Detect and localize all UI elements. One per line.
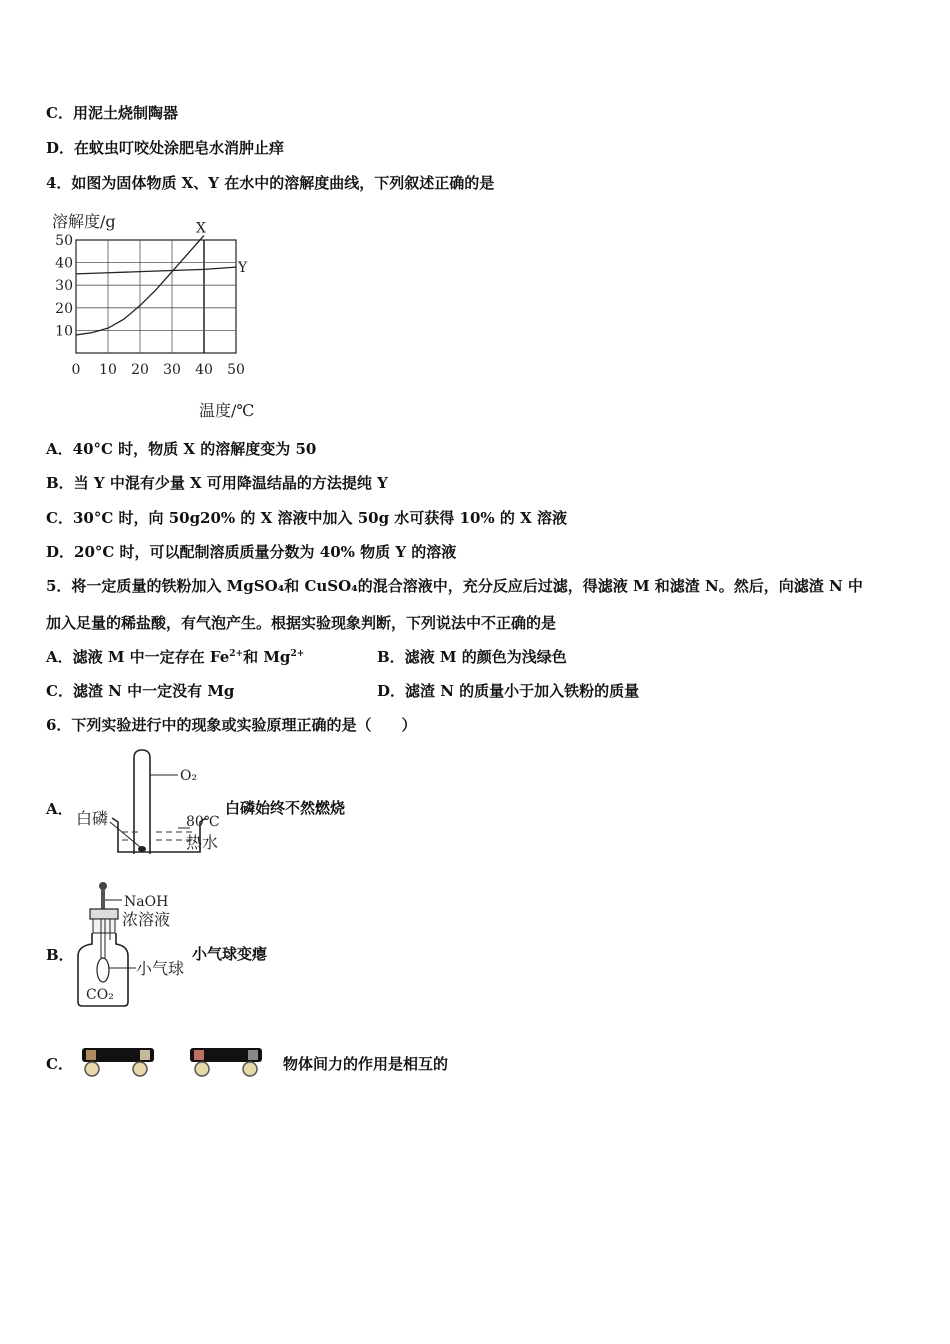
q4-option-c: C．30°C 时，向 50g20% 的 X 溶液中加入 50g 水可获得 10% 的 X 溶液 bbox=[46, 509, 567, 527]
chart-ytick-label: 10 bbox=[55, 323, 73, 340]
chart-xtick-label: 50 bbox=[227, 362, 245, 378]
fig-b-reagent-label-1: NaOH bbox=[124, 894, 169, 910]
fig-a-phosphorus-label: 白磷 bbox=[76, 809, 109, 828]
q6-option-a-text: 白磷始终不然燃烧 bbox=[225, 799, 346, 817]
solubility-chart bbox=[46, 205, 266, 420]
q4-option-a: A．40°C 时，物质 X 的溶解度变为 50 bbox=[46, 440, 317, 458]
co2-bottle-balloon-diagram bbox=[74, 878, 204, 1008]
beaker-phosphorus-diagram bbox=[70, 746, 220, 858]
chart-xtick-label: 10 bbox=[99, 362, 117, 378]
q5-stem-line1: 5．将一定质量的铁粉加入 MgSO₄和 CuSO₄的混合溶液中，充分反应后过滤，得滤液 M 和滤渣 N。然后，向滤渣 N 中 bbox=[46, 577, 863, 595]
chart-xtick-label: 20 bbox=[131, 362, 149, 378]
q4-option-d: D．20°C 时，可以配制溶质质量分数为 40% 物质 Y 的溶液 bbox=[46, 543, 457, 561]
chart-xtick-label: 0 bbox=[71, 362, 81, 378]
chart-ytick-label: 50 bbox=[55, 233, 73, 249]
q6-option-b-letter: B． bbox=[46, 946, 74, 964]
fig-b-balloon-label: 小气球 bbox=[136, 959, 185, 978]
chart-series-label-x: X bbox=[196, 220, 206, 237]
chart-frame bbox=[76, 240, 236, 353]
q6-option-b-text: 小气球变瘪 bbox=[192, 945, 268, 963]
q5-option-a-mid: 和 Mg bbox=[243, 648, 291, 666]
fig-a-water-label: 热水 bbox=[186, 833, 219, 852]
q6-option-c-text: 物体间力的作用是相互的 bbox=[283, 1055, 449, 1073]
magnet-cart-right bbox=[186, 1044, 268, 1078]
q5-option-b: B．滤液 M 的颜色为浅绿色 bbox=[377, 648, 567, 666]
q6-stem: 6．下列实验进行中的现象或实验原理正确的是（ ） bbox=[46, 716, 417, 734]
q3-option-d: D．在蚊虫叮咬处涂肥皂水消肿止痒 bbox=[46, 139, 285, 157]
mg-charge: 2+ bbox=[290, 649, 305, 659]
chart-xtick-label: 40 bbox=[195, 362, 213, 378]
chart-ytick-label: 40 bbox=[55, 255, 73, 272]
magnet-cart-left bbox=[76, 1044, 158, 1078]
fig-a-temp-label: 80℃ bbox=[186, 814, 220, 830]
fig-b-gas-label: CO₂ bbox=[86, 987, 114, 1003]
q5-option-a-text: A．滤液 M 中一定存在 Fe bbox=[46, 648, 230, 666]
chart-ytick-label: 30 bbox=[55, 278, 73, 295]
fig-b-reagent-label-2: 浓溶液 bbox=[122, 910, 171, 929]
chart-ylabel: 溶解度/g bbox=[52, 212, 116, 231]
chart-ytick-label: 20 bbox=[55, 300, 73, 317]
q5-option-a bbox=[46, 646, 304, 667]
chart-series-line-y bbox=[76, 267, 236, 274]
q5-option-d: D．滤渣 N 的质量小于加入铁粉的质量 bbox=[377, 682, 640, 700]
q4-stem: 4．如图为固体物质 X、Y 在水中的溶解度曲线，下列叙述正确的是 bbox=[46, 174, 495, 192]
q4-option-b: B．当 Y 中混有少量 X 可用降温结晶的方法提纯 Y bbox=[46, 474, 388, 492]
q5-option-c: C．滤渣 N 中一定没有 Mg bbox=[46, 682, 235, 700]
chart-xlabel: 温度/℃ bbox=[199, 401, 255, 420]
fig-a-gas-label: O₂ bbox=[180, 768, 198, 784]
chart-xtick-label: 30 bbox=[163, 362, 181, 378]
q6-option-a-letter: A． bbox=[46, 800, 73, 818]
q5-stem-line2: 加入足量的稀盐酸，有气泡产生。根据实验现象判断，下列说法中不正确的是 bbox=[46, 614, 557, 632]
fe-charge: 2+ bbox=[229, 649, 244, 659]
chart-series-label-y: Y bbox=[238, 260, 248, 277]
q3-option-c: C．用泥土烧制陶器 bbox=[46, 104, 178, 122]
q6-option-c-letter: C． bbox=[46, 1055, 73, 1073]
